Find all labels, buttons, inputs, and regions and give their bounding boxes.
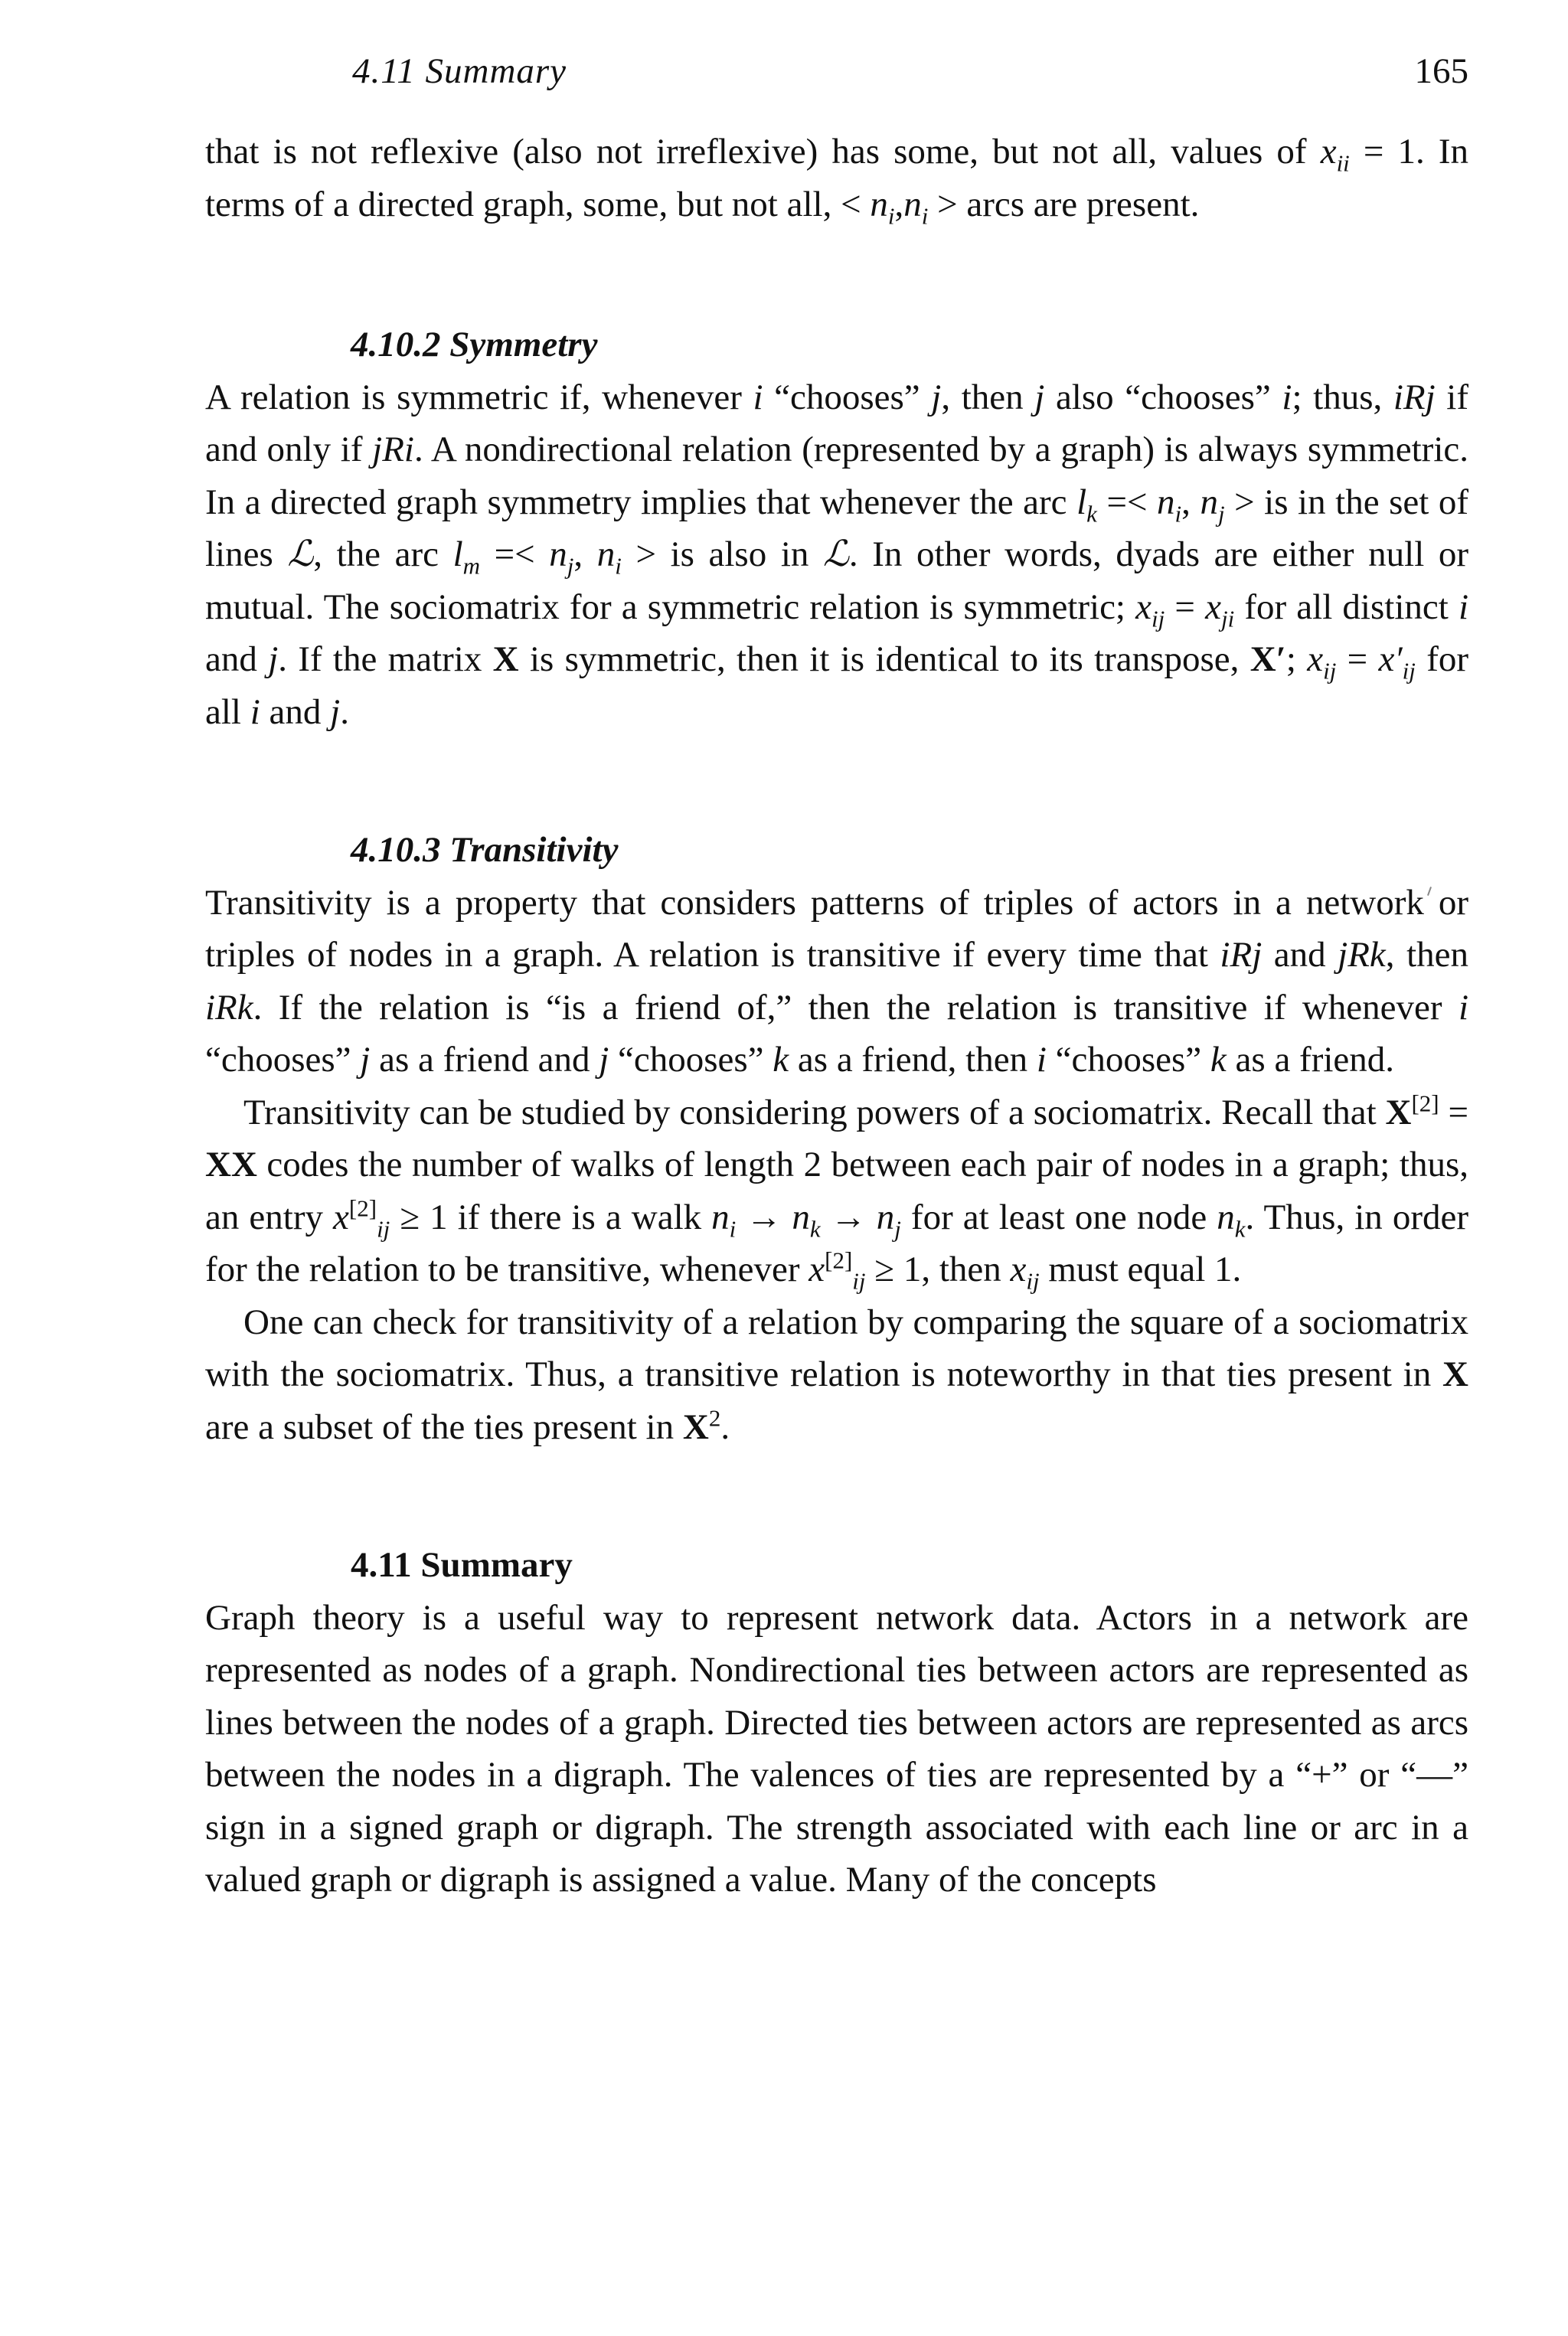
paragraph-summary: Graph theory is a useful way to represent network data. Actors in a network are represented as nodes of a graph. Nondirectional ties between actors are represented as lines between the nodes of a graph. Directed ties between actors are represented as arcs between the nodes in a digraph. The valences of ties are represented by a “+” or “—” sign in a signed graph or digraph. The strength associated with each line or arc in a valued graph or digraph is assigned a value. Many of the concepts [205, 1597, 1468, 1900]
section-heading-summary: 4.11 Summary [351, 1545, 573, 1585]
paragraph-transitivity-1: Transitivity is a property that considers patterns of triples of actors in a network or triples of nodes in a graph. A relation is transitive if every time that iRj and jRk, then iRk. If the relation is “is a friend of,” then the relation is transitive if whenever i “chooses” j as a friend and j “chooses” k as a friend, then i “chooses” k as a friend. [205, 882, 1468, 1080]
page-header [352, 51, 1468, 104]
section-heading-symmetry: 4.10.2 Symmetry [351, 325, 598, 364]
running-title: 4.11 Summary [352, 51, 567, 91]
paragraph-reflexive-end: that is not reflexive (also not irreflexive) has some, but not all, values of $x_{ii} = 1$. In terms of a directed graph, some, but not all, < $n_i,n_i$ > arcs are present. [205, 132, 1468, 229]
body-text [205, 126, 1468, 1906]
paragraph-symmetry: A relation is symmetric if, whenever i “chooses” j, then j also “chooses” i; thus, iRj if and only if jRi. A nondirectional relation (represented by a graph) is always symmetric. In a directed graph symmetry implies that whenever the arc $l_k =< n_i$, $n_j$ > is in the set of lines ℒ, the arc $l_m =< n_j$, $n_i$ > is also in ℒ. In other words, dyads are either null or mutual. The sociomatrix for a symmetric relation is symmetric; $x_{ij} = x_{ji}$ for all distinct i and j. If the matrix X is symmetric, then it is identical to its transpose, X′; $x_{ij} = x'_{ij}$ for all i and j. [205, 377, 1469, 732]
paragraph-transitivity-3: One can check for transitivity of a relation by comparing the square of a sociomatrix with the sociomatrix. Thus, a transitive relation is noteworthy in that ties present in X are a subset of the ties present in $X^2$. [205, 1302, 1468, 1447]
page-number: 165 [1414, 51, 1468, 91]
paragraph-transitivity-2: Transitivity can be studied by considering powers of a sociomatrix. Recall that X[2] = XX codes the number of walks of length 2 between each pair of nodes in a graph; thus, an entry $x[2]_{ij} \ge 1$ if there is a walk $n_i \to n_k \to n_j$ for at least one node $n_k$. Thus, in order for the relation to be transitive, whenever $x[2]_{ij} \ge 1$, then $x_{ij}$ must equal 1. [205, 1089, 1469, 1295]
section-heading-transitivity: 4.10.3 Transitivity [351, 830, 619, 870]
